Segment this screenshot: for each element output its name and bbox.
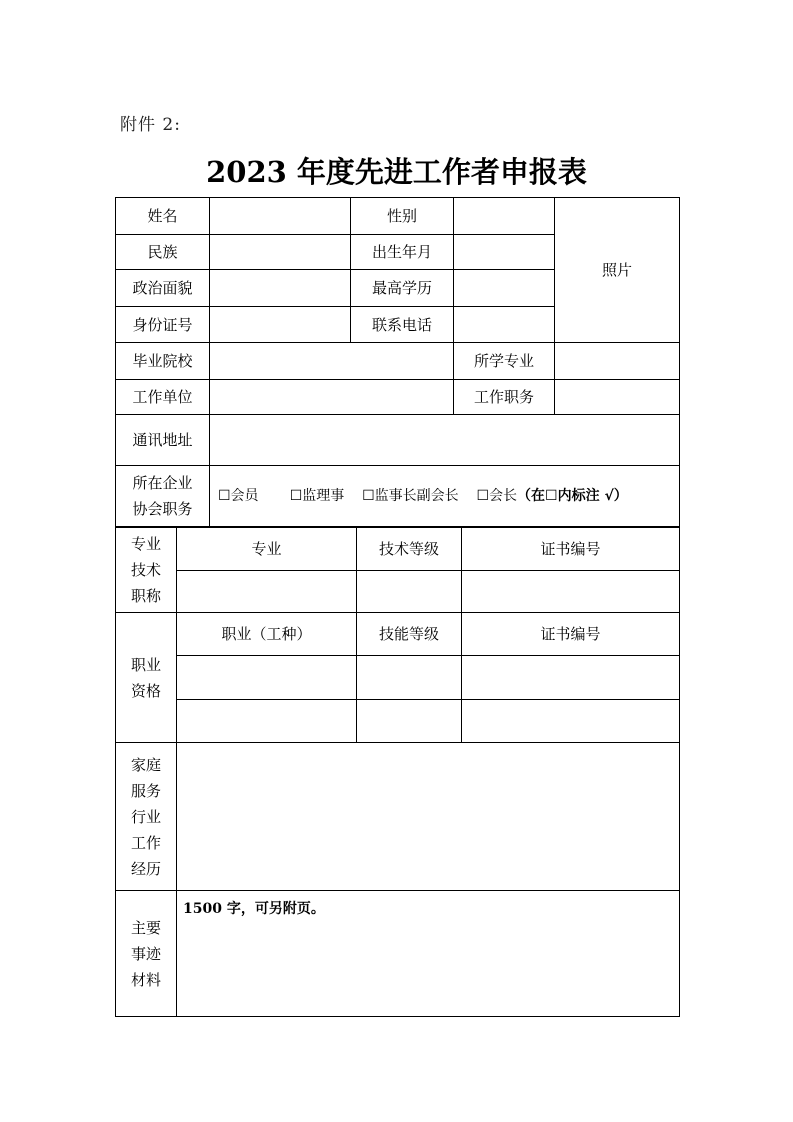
experience-line5: 经历 <box>130 859 161 878</box>
phone-label: 联系电话 <box>351 307 454 343</box>
assoc-role-label-line1: 所在企业 <box>132 474 193 492</box>
assoc-role-options <box>210 466 680 527</box>
achievements-line3: 材料 <box>130 970 161 989</box>
major-label: 所学专业 <box>454 343 555 380</box>
skill-grade-field-2[interactable] <box>357 700 462 743</box>
qual-cert-field-1[interactable] <box>462 656 680 700</box>
tech-title-line3: 职称 <box>130 587 161 605</box>
achievements-line1: 主要 <box>130 918 161 937</box>
col-major-header: 专业 <box>177 528 357 571</box>
employer-field[interactable] <box>210 380 454 415</box>
assoc-role-label <box>116 466 210 527</box>
skill-grade-field-1[interactable] <box>357 656 462 700</box>
birth-label: 出生年月 <box>351 235 454 270</box>
ethnicity-field[interactable] <box>210 235 351 270</box>
experience-label <box>116 743 177 891</box>
option-vice-chair[interactable]: ☐监事长副会长 <box>362 488 459 504</box>
school-field[interactable] <box>210 343 454 380</box>
occupation-field-1[interactable] <box>177 656 357 700</box>
gender-label: 性别 <box>351 198 454 235</box>
col-occupation-header: 职业（工种） <box>177 613 357 656</box>
page-title: 2023 年度先进工作者申报表 <box>206 155 587 189</box>
achievements-hint: 1500 字，可另附页。 <box>183 901 325 917</box>
col-tech-grade-header: 技术等级 <box>357 528 462 571</box>
occupation-field-2[interactable] <box>177 700 357 743</box>
col-skill-grade-header: 技能等级 <box>357 613 462 656</box>
tech-cert-field[interactable] <box>462 571 680 613</box>
option-chair[interactable]: ☐会长 <box>476 488 518 504</box>
major-field[interactable] <box>555 343 680 380</box>
id-number-label: 身份证号 <box>116 307 210 343</box>
name-label: 姓名 <box>116 198 210 235</box>
employer-label: 工作单位 <box>116 380 210 415</box>
gender-field[interactable] <box>454 198 555 235</box>
assoc-role-label-line2: 协会职务 <box>132 500 193 518</box>
experience-line3: 行业 <box>130 807 161 826</box>
address-field[interactable] <box>210 415 680 466</box>
qualification-line1: 职业 <box>130 655 161 674</box>
birth-field[interactable] <box>454 235 555 270</box>
id-number-field[interactable] <box>210 307 351 343</box>
tech-title-line1: 专业 <box>130 535 161 553</box>
tech-title-line2: 技术 <box>130 561 161 579</box>
major-field-2[interactable] <box>177 571 357 613</box>
achievements-line2: 事迹 <box>130 944 161 963</box>
position-label: 工作职务 <box>454 380 555 415</box>
political-label: 政治面貌 <box>116 270 210 307</box>
experience-line1: 家庭 <box>130 755 161 774</box>
basic-info-table <box>115 197 680 527</box>
qualification-table <box>115 527 680 1017</box>
name-field[interactable] <box>210 198 351 235</box>
experience-line4: 工作 <box>130 833 161 852</box>
option-note: （在☐内标注 √） <box>517 488 628 504</box>
ethnicity-label: 民族 <box>116 235 210 270</box>
achievements-field[interactable] <box>177 891 680 1017</box>
education-label: 最高学历 <box>351 270 454 307</box>
option-supervisor[interactable]: ☐监理事 <box>289 488 345 504</box>
education-field[interactable] <box>454 270 555 307</box>
experience-line2: 服务 <box>130 781 161 800</box>
col-qual-cert-header: 证书编号 <box>462 613 680 656</box>
school-label: 毕业院校 <box>116 343 210 380</box>
option-member[interactable]: ☐会员 <box>218 488 259 504</box>
phone-field[interactable] <box>454 307 555 343</box>
attachment-label: 附件 2: <box>120 115 181 135</box>
qual-cert-field-2[interactable] <box>462 700 680 743</box>
qualification-line2: 资格 <box>130 681 161 700</box>
address-label: 通讯地址 <box>116 415 210 466</box>
position-field[interactable] <box>555 380 680 415</box>
col-tech-cert-header: 证书编号 <box>462 528 680 571</box>
tech-grade-field[interactable] <box>357 571 462 613</box>
achievements-label <box>116 891 177 1017</box>
qualification-label <box>116 613 177 743</box>
photo-box[interactable]: 照片 <box>555 198 680 343</box>
tech-title-label <box>116 528 177 613</box>
experience-field[interactable] <box>177 743 680 891</box>
political-field[interactable] <box>210 270 351 307</box>
